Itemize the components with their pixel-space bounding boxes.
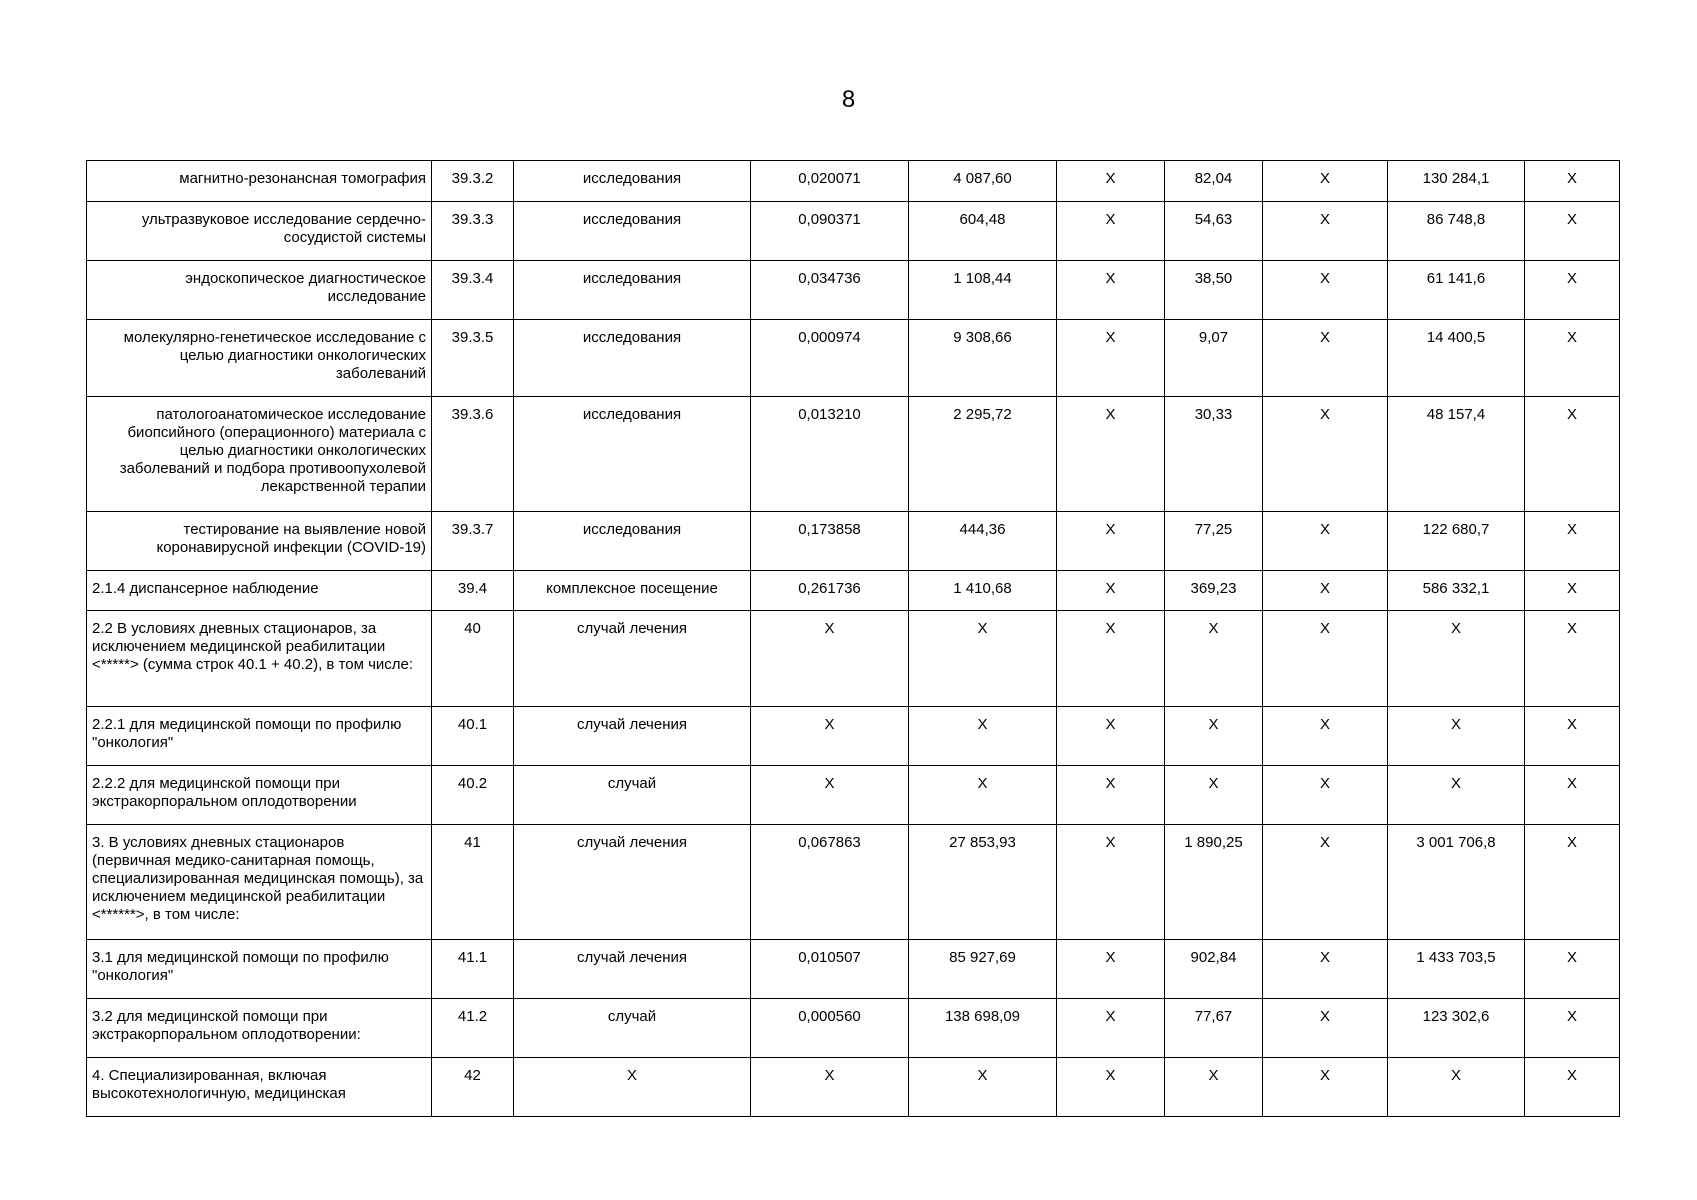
row-value-cell: 3 001 706,8 bbox=[1388, 825, 1525, 940]
row-value-cell: 0,034736 bbox=[751, 261, 909, 320]
row-value-cell: X bbox=[1263, 940, 1388, 999]
table-row bbox=[87, 202, 1620, 261]
table-row bbox=[87, 512, 1620, 571]
row-value-cell: X bbox=[1525, 202, 1620, 261]
row-value-cell: 123 302,6 bbox=[1388, 999, 1525, 1058]
row-unit-cell: исследования bbox=[514, 202, 751, 261]
row-value-cell: 38,50 bbox=[1165, 261, 1263, 320]
row-value-cell: X bbox=[1525, 707, 1620, 766]
row-value-cell: 0,020071 bbox=[751, 161, 909, 202]
row-value-cell: 369,23 bbox=[1165, 571, 1263, 611]
row-value-cell: X bbox=[1388, 766, 1525, 825]
row-unit-cell: случай лечения bbox=[514, 611, 751, 707]
row-value-cell: X bbox=[1057, 571, 1165, 611]
row-value-cell: 9,07 bbox=[1165, 320, 1263, 397]
row-code-cell: 41 bbox=[432, 825, 514, 940]
row-code-cell: 40.2 bbox=[432, 766, 514, 825]
row-value-cell: X bbox=[1165, 611, 1263, 707]
row-value-cell: 27 853,93 bbox=[909, 825, 1057, 940]
row-value-cell: X bbox=[1525, 261, 1620, 320]
row-value-cell: X bbox=[1057, 1058, 1165, 1117]
row-unit-cell: случай лечения bbox=[514, 940, 751, 999]
data-table bbox=[86, 160, 1620, 1117]
row-value-cell: X bbox=[1525, 320, 1620, 397]
row-value-cell: X bbox=[1057, 707, 1165, 766]
row-value-cell: 61 141,6 bbox=[1388, 261, 1525, 320]
row-value-cell: 1 433 703,5 bbox=[1388, 940, 1525, 999]
row-value-cell: X bbox=[751, 766, 909, 825]
row-unit-cell: случай лечения bbox=[514, 825, 751, 940]
row-value-cell: X bbox=[1165, 1058, 1263, 1117]
row-name-cell: патологоанатомическое исследование биопсийного (операционного) материала с целью диагностики онкологических заболеваний и подбора противоопухолевой лекарственной терапии bbox=[87, 397, 432, 512]
row-value-cell: X bbox=[1057, 202, 1165, 261]
row-value-cell: 54,63 bbox=[1165, 202, 1263, 261]
row-code-cell: 40 bbox=[432, 611, 514, 707]
row-value-cell: 0,000560 bbox=[751, 999, 909, 1058]
row-value-cell: 48 157,4 bbox=[1388, 397, 1525, 512]
row-value-cell: 77,25 bbox=[1165, 512, 1263, 571]
row-value-cell: X bbox=[1057, 512, 1165, 571]
row-unit-cell: случай лечения bbox=[514, 707, 751, 766]
row-value-cell: X bbox=[1057, 766, 1165, 825]
row-unit-cell: исследования bbox=[514, 161, 751, 202]
row-unit-cell: комплексное посещение bbox=[514, 571, 751, 611]
row-name-cell: молекулярно-генетическое исследование с целью диагностики онкологических заболеваний bbox=[87, 320, 432, 397]
row-value-cell: 0,010507 bbox=[751, 940, 909, 999]
row-value-cell: X bbox=[909, 1058, 1057, 1117]
row-name-cell: ультразвуковое исследование сердечно-сосудистой системы bbox=[87, 202, 432, 261]
row-unit-cell: исследования bbox=[514, 512, 751, 571]
row-unit-cell: исследования bbox=[514, 261, 751, 320]
row-value-cell: X bbox=[1263, 397, 1388, 512]
row-name-cell: 3.2 для медицинской помощи при экстракорпоральном оплодотворении: bbox=[87, 999, 432, 1058]
row-value-cell: X bbox=[751, 707, 909, 766]
row-value-cell: 122 680,7 bbox=[1388, 512, 1525, 571]
row-value-cell: X bbox=[909, 611, 1057, 707]
row-code-cell: 39.3.7 bbox=[432, 512, 514, 571]
row-code-cell: 39.3.4 bbox=[432, 261, 514, 320]
row-value-cell: X bbox=[1263, 825, 1388, 940]
row-value-cell: 30,33 bbox=[1165, 397, 1263, 512]
row-value-cell: X bbox=[1057, 261, 1165, 320]
row-value-cell: X bbox=[1057, 611, 1165, 707]
row-value-cell: X bbox=[751, 611, 909, 707]
row-value-cell: X bbox=[1057, 320, 1165, 397]
row-value-cell: 9 308,66 bbox=[909, 320, 1057, 397]
row-code-cell: 41.2 bbox=[432, 999, 514, 1058]
row-value-cell: 902,84 bbox=[1165, 940, 1263, 999]
row-value-cell: 82,04 bbox=[1165, 161, 1263, 202]
row-value-cell: 1 410,68 bbox=[909, 571, 1057, 611]
row-value-cell: 4 087,60 bbox=[909, 161, 1057, 202]
row-code-cell: 41.1 bbox=[432, 940, 514, 999]
table-row bbox=[87, 940, 1620, 999]
row-value-cell: X bbox=[1263, 512, 1388, 571]
row-value-cell: X bbox=[1525, 571, 1620, 611]
row-value-cell: X bbox=[1525, 161, 1620, 202]
table-row bbox=[87, 1058, 1620, 1117]
row-value-cell: 0,173858 bbox=[751, 512, 909, 571]
row-value-cell: X bbox=[1057, 825, 1165, 940]
row-value-cell: X bbox=[1263, 611, 1388, 707]
row-value-cell: 0,090371 bbox=[751, 202, 909, 261]
row-value-cell: X bbox=[909, 766, 1057, 825]
row-code-cell: 39.4 bbox=[432, 571, 514, 611]
table-body bbox=[87, 161, 1620, 1117]
row-value-cell: X bbox=[1525, 397, 1620, 512]
row-code-cell: 39.3.3 bbox=[432, 202, 514, 261]
row-value-cell: 86 748,8 bbox=[1388, 202, 1525, 261]
row-unit-cell: исследования bbox=[514, 397, 751, 512]
row-value-cell: X bbox=[1525, 940, 1620, 999]
row-name-cell: 2.2.2 для медицинской помощи при экстракорпоральном оплодотворении bbox=[87, 766, 432, 825]
table-row bbox=[87, 161, 1620, 202]
row-value-cell: X bbox=[1057, 161, 1165, 202]
row-name-cell: тестирование на выявление новой коронавирусной инфекции (COVID-19) bbox=[87, 512, 432, 571]
row-value-cell: X bbox=[1263, 161, 1388, 202]
row-value-cell: X bbox=[1525, 825, 1620, 940]
row-value-cell: 138 698,09 bbox=[909, 999, 1057, 1058]
row-value-cell: X bbox=[1263, 999, 1388, 1058]
row-value-cell: X bbox=[1525, 766, 1620, 825]
table-row bbox=[87, 999, 1620, 1058]
row-value-cell: X bbox=[1388, 707, 1525, 766]
row-value-cell: 0,067863 bbox=[751, 825, 909, 940]
table-row bbox=[87, 825, 1620, 940]
row-value-cell: X bbox=[1525, 1058, 1620, 1117]
row-value-cell: X bbox=[1263, 1058, 1388, 1117]
row-name-cell: магнитно-резонансная томография bbox=[87, 161, 432, 202]
row-value-cell: X bbox=[1263, 707, 1388, 766]
row-value-cell: 14 400,5 bbox=[1388, 320, 1525, 397]
row-value-cell: 1 108,44 bbox=[909, 261, 1057, 320]
row-name-cell: эндоскопическое диагностическое исследование bbox=[87, 261, 432, 320]
table-row bbox=[87, 320, 1620, 397]
table-row bbox=[87, 707, 1620, 766]
row-value-cell: 604,48 bbox=[909, 202, 1057, 261]
row-value-cell: 85 927,69 bbox=[909, 940, 1057, 999]
row-value-cell: 77,67 bbox=[1165, 999, 1263, 1058]
row-value-cell: 1 890,25 bbox=[1165, 825, 1263, 940]
row-value-cell: X bbox=[1263, 766, 1388, 825]
row-unit-cell: случай bbox=[514, 999, 751, 1058]
row-value-cell: X bbox=[1388, 611, 1525, 707]
table-row bbox=[87, 261, 1620, 320]
row-value-cell: X bbox=[1263, 571, 1388, 611]
row-value-cell: X bbox=[1057, 999, 1165, 1058]
row-unit-cell: X bbox=[514, 1058, 751, 1117]
row-code-cell: 40.1 bbox=[432, 707, 514, 766]
row-code-cell: 39.3.6 bbox=[432, 397, 514, 512]
row-name-cell: 2.2 В условиях дневных стационаров, за исключением медицинской реабилитации <*****> (сумма строк 40.1 + 40.2), в том числе: bbox=[87, 611, 432, 707]
row-value-cell: 130 284,1 bbox=[1388, 161, 1525, 202]
row-value-cell: X bbox=[1165, 766, 1263, 825]
row-value-cell: X bbox=[1263, 320, 1388, 397]
table-row bbox=[87, 571, 1620, 611]
row-value-cell: 2 295,72 bbox=[909, 397, 1057, 512]
row-value-cell: X bbox=[1525, 512, 1620, 571]
row-code-cell: 39.3.2 bbox=[432, 161, 514, 202]
row-name-cell: 4. Специализированная, включая высокотехнологичную, медицинская bbox=[87, 1058, 432, 1117]
row-value-cell: 0,000974 bbox=[751, 320, 909, 397]
row-unit-cell: случай bbox=[514, 766, 751, 825]
row-value-cell: X bbox=[1165, 707, 1263, 766]
row-value-cell: 444,36 bbox=[909, 512, 1057, 571]
row-name-cell: 3.1 для медицинской помощи по профилю "онкология" bbox=[87, 940, 432, 999]
row-value-cell: X bbox=[1525, 999, 1620, 1058]
row-value-cell: X bbox=[751, 1058, 909, 1117]
row-unit-cell: исследования bbox=[514, 320, 751, 397]
row-name-cell: 2.2.1 для медицинской помощи по профилю "онкология" bbox=[87, 707, 432, 766]
table-row bbox=[87, 766, 1620, 825]
row-value-cell: X bbox=[1057, 397, 1165, 512]
row-value-cell: X bbox=[1263, 261, 1388, 320]
row-value-cell: 586 332,1 bbox=[1388, 571, 1525, 611]
row-value-cell: X bbox=[909, 707, 1057, 766]
table-row bbox=[87, 611, 1620, 707]
row-value-cell: X bbox=[1263, 202, 1388, 261]
row-code-cell: 42 bbox=[432, 1058, 514, 1117]
row-value-cell: X bbox=[1525, 611, 1620, 707]
page-number: 8 bbox=[841, 86, 856, 113]
row-name-cell: 3. В условиях дневных стационаров (первичная медико-санитарная помощь, специализированная медицинская помощь), за исключением медицинской реабилитации <******>, в том числе: bbox=[87, 825, 432, 940]
row-code-cell: 39.3.5 bbox=[432, 320, 514, 397]
table-row bbox=[87, 397, 1620, 512]
row-value-cell: X bbox=[1388, 1058, 1525, 1117]
row-value-cell: 0,013210 bbox=[751, 397, 909, 512]
row-name-cell: 2.1.4 диспансерное наблюдение bbox=[87, 571, 432, 611]
row-value-cell: X bbox=[1057, 940, 1165, 999]
row-value-cell: 0,261736 bbox=[751, 571, 909, 611]
